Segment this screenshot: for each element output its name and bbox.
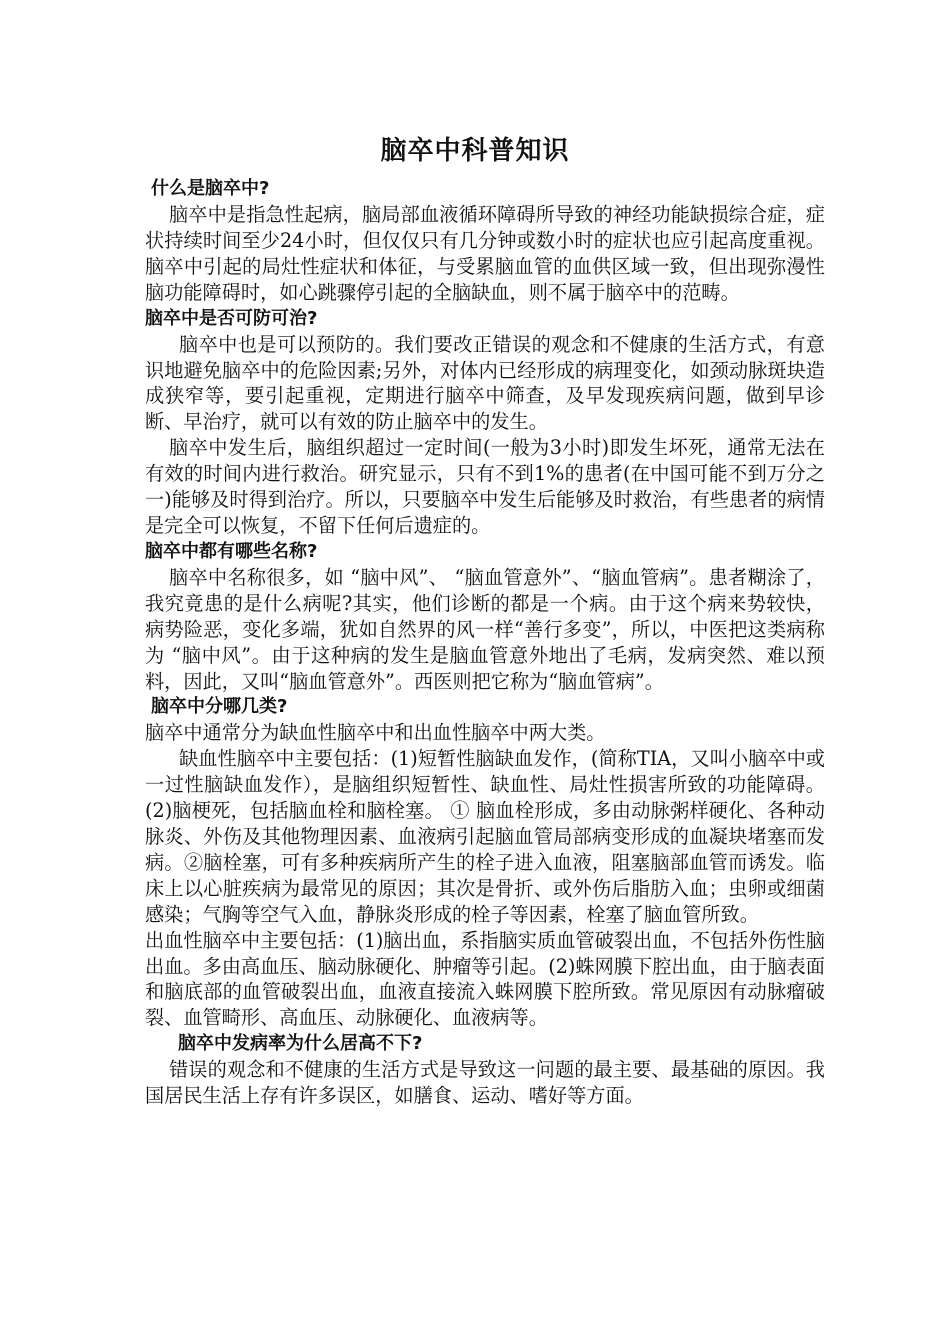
- section-heading: 脑卒中是否可防可治?: [145, 307, 318, 329]
- paragraph: 脑卒中也是可以预防的。我们要改正错误的观念和不健康的生活方式，有意识地避免脑卒中的危险因素;另外，对体内已经形成的病理变化，如颈动脉斑块造成狭窄等，要引起重视，定期进行脑卒中筛查，及早发现疾病问题，做到早诊断、早治疗，就可以有效的防止脑卒中的发生。: [145, 332, 825, 434]
- section-heading: 脑卒中发病率为什么居高不下?: [178, 1033, 423, 1055]
- section-heading: 什么是脑卒中?: [151, 178, 270, 199]
- section-names: [145, 539, 825, 695]
- section-prevention: [145, 306, 825, 539]
- section-categories: [145, 694, 825, 1031]
- paragraph: 脑卒中通常分为缺血性脑卒中和出血性脑卒中两大类。: [145, 721, 606, 745]
- paragraph: 缺血性脑卒中主要包括：(1)短暂性脑缺血发作，(简称TIA，又叫小脑卒中或一过性脑缺血发作），是脑组织短暂性、缺血性、局灶性损害所致的功能障碍。(2)脑梗死，包括脑血栓和脑栓塞。 ① 脑血栓形成，多由动脉粥样硬化、各种动脉炎、外伤及其他物理因素、血液病引起脑血管局部病变形成的血凝块堵塞而发病。②脑栓塞，可有多种疾病所产生的栓子进入血液，阻塞脑部血管而诱发。临床上以心脏疾病为最常见的原因；其次是骨折、或外伤后脂肪入血；虫卵或细菌感染；气胸等空气入血，静脉炎形成的栓子等因素，栓塞了脑血管所致。: [145, 747, 825, 926]
- document-title: 脑卒中科普知识: [380, 136, 570, 166]
- paragraph: 错误的观念和不健康的生活方式是导致这一问题的最主要、最基础的原因。我国居民生活上存有许多误区，如膳食、运动、嗜好等方面。: [145, 1058, 825, 1108]
- section-incidence: [145, 1031, 825, 1109]
- section-what-is-stroke: [145, 176, 825, 306]
- paragraph: 脑卒中是指急性起病，脑局部血液循环障碍所导致的神经功能缺损综合症，症状持续时间至少24小时，但仅仅只有几分钟或数小时的症状也应引起高度重视。脑卒中引起的局灶性症状和体征，与受累脑血管的血供区域一致，但出现弥漫性脑功能障碍时，如心跳骤停引起的全脑缺血，则不属于脑卒中的范畴。: [145, 203, 825, 304]
- paragraph: 出血性脑卒中主要包括：(1)脑出血，系指脑实质血管破裂出血，不包括外伤性脑出血。多由高血压、脑动脉硬化、肿瘤等引起。(2)蛛网膜下腔出血，由于脑表面和脑底部的血管破裂出血，血液直接流入蛛网膜下腔所致。常见原因有动脉瘤破裂、血管畸形、高血压、动脉硬化、血液病等。: [145, 928, 825, 1030]
- paragraph: 脑卒中名称很多，如 “脑中风”、 “脑血管意外”、“脑血管病”。患者糊涂了，我究竟患的是什么病呢?其实，他们诊断的都是一个病。由于这个病来势较快，病势险恶，变化多端，犹如自然界的风一样“善行多变”，所以，中医把这类病称为 “脑中风”。由于这种病的发生是脑血管意外地出了毛病，发病突然、难以预料，因此，又叫“脑血管意外”。西医则把它称为“脑血管病”。: [145, 565, 825, 693]
- section-heading: 脑卒中都有哪些名称?: [145, 540, 318, 562]
- section-heading: 脑卒中分哪几类?: [151, 696, 288, 718]
- paragraph: 脑卒中发生后，脑组织超过一定时间(一般为3小时)即发生坏死，通常无法在有效的时间内进行救治。研究显示，只有不到1%的患者(在中国可能不到万分之一)能够及时得到治疗。所以，只要脑卒中发生后能够及时救治，有些患者的病情是完全可以恢复，不留下任何后遗症的。: [145, 436, 825, 537]
- document-body: [145, 176, 825, 1109]
